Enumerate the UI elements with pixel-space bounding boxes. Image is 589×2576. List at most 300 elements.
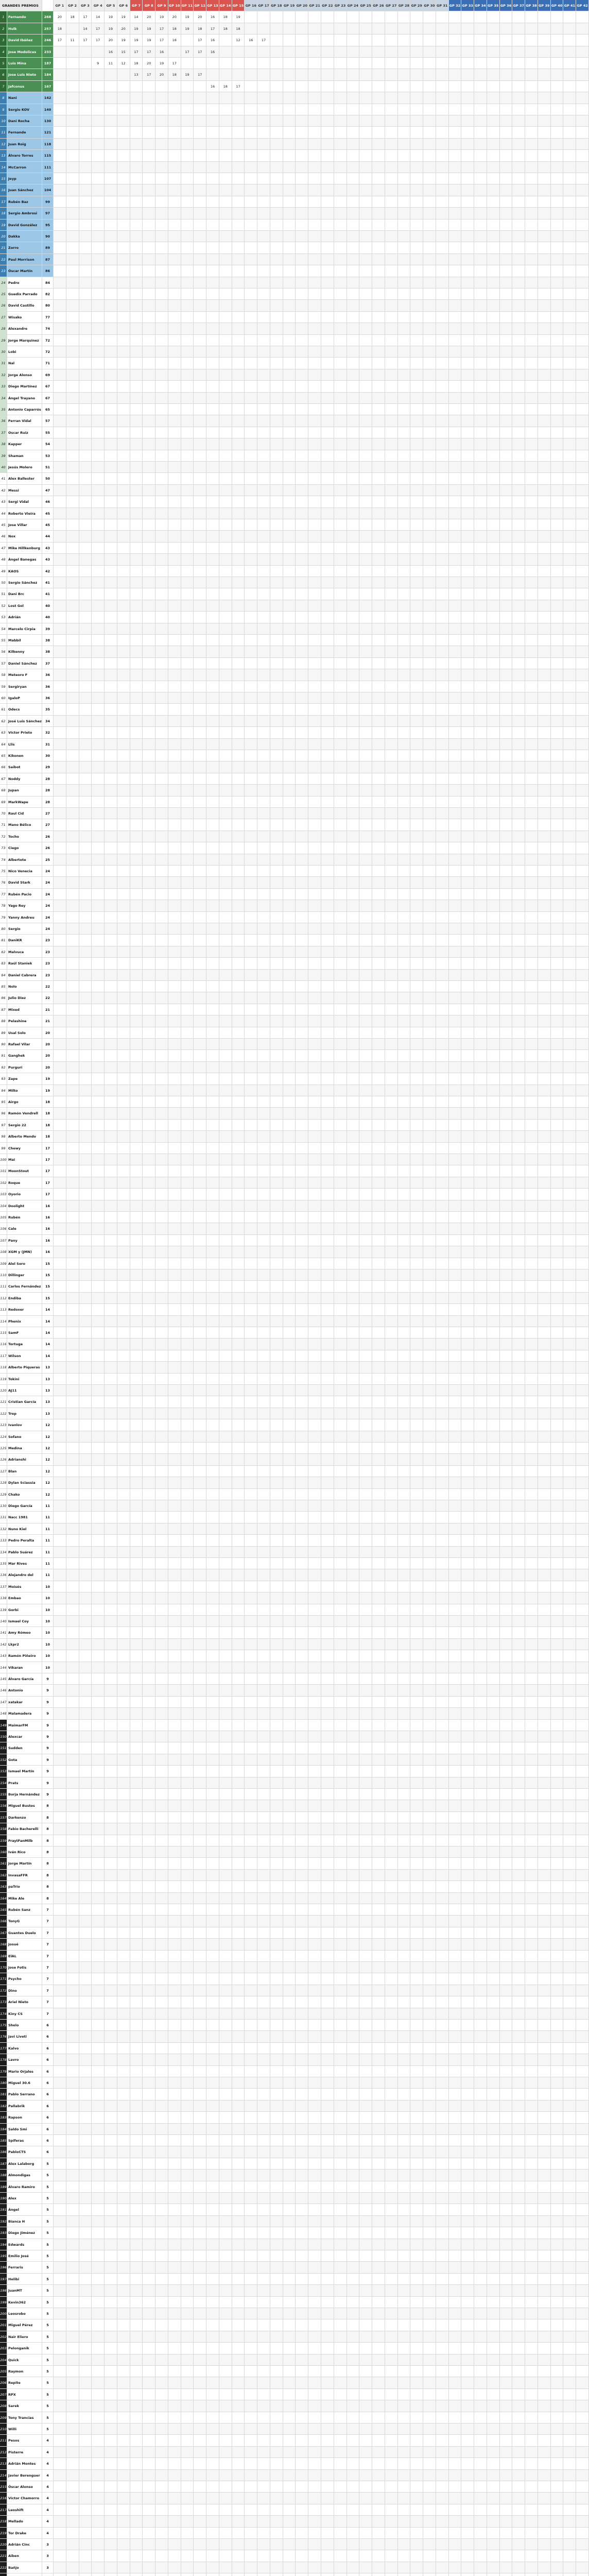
gp-points-cell[interactable] [423,69,436,80]
gp-points-cell[interactable] [576,162,589,173]
gp-points-cell[interactable]: 17 [143,69,155,80]
gp-points-cell[interactable] [385,115,398,127]
gp-points-cell[interactable] [372,11,385,23]
gp-points-cell[interactable] [245,115,257,127]
standings-row[interactable] [0,23,589,35]
gp-points-cell[interactable] [130,139,143,150]
gp-points-cell[interactable] [232,115,245,127]
gp-header-18[interactable]: GP 18 [270,0,283,11]
gp-points-cell[interactable] [525,184,538,196]
gp-points-cell[interactable] [538,127,551,138]
gp-points-cell[interactable] [168,127,181,138]
gp-points-cell[interactable]: 15 [117,46,130,58]
gp-points-cell[interactable] [308,173,321,184]
gp-points-cell[interactable] [283,92,296,104]
gp-points-cell[interactable] [283,115,296,127]
gp-points-cell[interactable] [563,208,576,219]
gp-points-cell[interactable] [79,127,92,138]
gp-points-cell[interactable] [245,139,257,150]
gp-points-cell[interactable]: 12 [117,58,130,69]
gp-points-cell[interactable] [321,150,334,161]
gp-points-cell[interactable] [245,162,257,173]
gp-points-cell[interactable] [130,92,143,104]
gp-points-cell[interactable] [423,162,436,173]
gp-points-cell[interactable] [410,208,423,219]
gp-points-cell[interactable] [245,92,257,104]
gp-points-cell[interactable] [79,139,92,150]
gp-points-cell[interactable] [168,162,181,173]
gp-points-cell[interactable] [181,150,194,161]
gp-points-cell[interactable] [206,173,219,184]
gp-points-cell[interactable] [308,115,321,127]
gp-points-cell[interactable] [474,23,487,35]
gp-points-cell[interactable]: 19 [143,35,155,46]
gp-points-cell[interactable] [54,104,66,115]
gp-points-cell[interactable] [423,150,436,161]
gp-points-cell[interactable] [308,150,321,161]
gp-points-cell[interactable] [143,208,155,219]
gp-points-cell[interactable] [219,46,232,58]
gp-points-cell[interactable] [219,150,232,161]
gp-points-cell[interactable] [245,46,257,58]
gp-points-cell[interactable] [270,196,283,208]
gp-points-cell[interactable] [461,104,474,115]
gp-points-cell[interactable] [194,104,206,115]
gp-points-cell[interactable] [551,208,564,219]
gp-points-cell[interactable] [474,184,487,196]
gp-points-cell[interactable] [347,196,360,208]
gp-points-cell[interactable] [449,139,462,150]
gp-points-cell[interactable] [563,46,576,58]
gp-points-cell[interactable] [398,162,411,173]
gp-points-cell[interactable] [232,173,245,184]
gp-points-cell[interactable] [194,196,206,208]
gp-points-cell[interactable] [500,35,513,46]
gp-points-cell[interactable] [334,58,347,69]
gp-points-cell[interactable] [296,81,308,92]
gp-points-cell[interactable] [487,58,500,69]
gp-points-cell[interactable] [66,92,79,104]
gp-points-cell[interactable] [487,127,500,138]
gp-points-cell[interactable] [321,208,334,219]
gp-points-cell[interactable] [576,127,589,138]
gp-points-cell[interactable] [105,173,117,184]
gp-points-cell[interactable] [500,92,513,104]
gp-points-cell[interactable] [398,11,411,23]
gp-points-cell[interactable] [551,23,564,35]
gp-points-cell[interactable] [219,92,232,104]
gp-points-cell[interactable] [219,104,232,115]
gp-points-cell[interactable] [283,173,296,184]
gp-points-cell[interactable] [181,127,194,138]
gp-points-cell[interactable] [308,196,321,208]
gp-points-cell[interactable] [245,58,257,69]
gp-points-cell[interactable] [92,219,105,231]
gp-points-cell[interactable] [232,92,245,104]
gp-points-cell[interactable] [296,173,308,184]
gp-points-cell[interactable] [181,162,194,173]
gp-points-cell[interactable] [334,173,347,184]
gp-points-cell[interactable]: 19 [155,58,168,69]
gp-points-cell[interactable] [66,127,79,138]
gp-points-cell[interactable] [232,104,245,115]
gp-points-cell[interactable] [155,104,168,115]
gp-points-cell[interactable] [512,184,525,196]
gp-points-cell[interactable] [92,81,105,92]
gp-points-cell[interactable]: 11 [66,35,79,46]
gp-points-cell[interactable] [79,104,92,115]
standings-row[interactable] [0,35,589,46]
gp-points-cell[interactable] [117,139,130,150]
gp-points-cell[interactable] [461,196,474,208]
gp-points-cell[interactable] [117,115,130,127]
gp-points-cell[interactable] [296,104,308,115]
gp-points-cell[interactable] [538,208,551,219]
gp-points-cell[interactable] [512,92,525,104]
gp-points-cell[interactable]: 17 [130,46,143,58]
gp-points-cell[interactable] [500,11,513,23]
gp-points-cell[interactable]: 17 [194,46,206,58]
gp-points-cell[interactable] [321,115,334,127]
gp-points-cell[interactable] [538,69,551,80]
gp-points-cell[interactable] [155,196,168,208]
gp-points-cell[interactable] [92,115,105,127]
gp-points-cell[interactable] [372,69,385,80]
gp-points-cell[interactable]: 16 [245,35,257,46]
gp-points-cell[interactable]: 14 [92,11,105,23]
gp-points-cell[interactable] [206,69,219,80]
gp-points-cell[interactable] [308,81,321,92]
gp-points-cell[interactable] [283,69,296,80]
gp-points-cell[interactable] [232,69,245,80]
gp-points-cell[interactable] [449,81,462,92]
gp-points-cell[interactable] [487,81,500,92]
gp-header-19[interactable]: GP 19 [283,0,296,11]
gp-points-cell[interactable]: 12 [232,35,245,46]
gp-points-cell[interactable] [410,81,423,92]
gp-points-cell[interactable] [321,173,334,184]
gp-points-cell[interactable] [398,81,411,92]
gp-points-cell[interactable] [372,81,385,92]
gp-points-cell[interactable] [245,11,257,23]
gp-points-cell[interactable] [181,139,194,150]
gp-points-cell[interactable] [500,173,513,184]
gp-points-cell[interactable] [359,11,372,23]
gp-points-cell[interactable] [474,58,487,69]
gp-points-cell[interactable] [321,127,334,138]
gp-points-cell[interactable] [512,23,525,35]
gp-points-cell[interactable] [232,58,245,69]
gp-header-31[interactable]: GP 31 [436,0,449,11]
gp-header-10[interactable]: GP 10 [168,0,181,11]
gp-points-cell[interactable]: 14 [130,11,143,23]
gp-points-cell[interactable]: 19 [181,69,194,80]
gp-points-cell[interactable] [551,92,564,104]
gp-points-cell[interactable] [219,115,232,127]
gp-points-cell[interactable] [105,92,117,104]
gp-points-cell[interactable] [168,150,181,161]
gp-points-cell[interactable]: 17 [194,35,206,46]
gp-points-cell[interactable] [359,127,372,138]
gp-points-cell[interactable] [576,81,589,92]
gp-points-cell[interactable] [79,150,92,161]
gp-points-cell[interactable] [270,127,283,138]
gp-points-cell[interactable] [334,23,347,35]
gp-points-cell[interactable] [461,69,474,80]
gp-points-cell[interactable] [117,208,130,219]
gp-header-8[interactable]: GP 8 [143,0,155,11]
gp-points-cell[interactable] [538,150,551,161]
gp-points-cell[interactable] [563,196,576,208]
gp-points-cell[interactable] [487,139,500,150]
gp-points-cell[interactable] [474,208,487,219]
gp-points-cell[interactable] [525,115,538,127]
gp-points-cell[interactable] [321,139,334,150]
gp-header-38[interactable]: GP 38 [525,0,538,11]
standings-row[interactable] [0,162,589,173]
gp-points-cell[interactable] [436,92,449,104]
gp-points-cell[interactable] [372,173,385,184]
gp-points-cell[interactable] [449,92,462,104]
standings-row[interactable] [0,173,589,184]
gp-points-cell[interactable] [551,150,564,161]
gp-points-cell[interactable] [461,58,474,69]
gp-points-cell[interactable] [474,104,487,115]
gp-points-cell[interactable] [500,162,513,173]
gp-points-cell[interactable] [461,139,474,150]
gp-header-2[interactable]: GP 2 [66,0,79,11]
gp-points-cell[interactable] [334,150,347,161]
gp-points-cell[interactable] [54,69,66,80]
gp-points-cell[interactable] [436,184,449,196]
standings-row[interactable] [0,92,589,104]
gp-points-cell[interactable]: 13 [130,69,143,80]
gp-points-cell[interactable] [474,150,487,161]
gp-points-cell[interactable] [105,196,117,208]
gp-points-cell[interactable] [436,208,449,219]
gp-points-cell[interactable] [321,104,334,115]
gp-points-cell[interactable] [347,184,360,196]
gp-points-cell[interactable] [283,58,296,69]
gp-points-cell[interactable] [512,162,525,173]
gp-points-cell[interactable] [105,184,117,196]
gp-points-cell[interactable] [308,46,321,58]
gp-points-cell[interactable] [334,46,347,58]
gp-points-cell[interactable] [130,104,143,115]
gp-points-cell[interactable] [487,162,500,173]
gp-points-cell[interactable] [270,92,283,104]
gp-points-cell[interactable] [436,115,449,127]
gp-points-cell[interactable]: 20 [194,11,206,23]
gp-points-cell[interactable] [130,184,143,196]
gp-points-cell[interactable]: 19 [232,11,245,23]
gp-points-cell[interactable] [181,92,194,104]
gp-points-cell[interactable] [563,11,576,23]
gp-header-40[interactable]: GP 40 [551,0,564,11]
gp-points-cell[interactable] [576,69,589,80]
gp-points-cell[interactable] [347,208,360,219]
gp-points-cell[interactable] [436,127,449,138]
gp-points-cell[interactable] [410,23,423,35]
gp-points-cell[interactable] [538,23,551,35]
gp-points-cell[interactable] [525,11,538,23]
gp-points-cell[interactable]: 16 [206,46,219,58]
gp-points-cell[interactable] [538,162,551,173]
gp-points-cell[interactable] [474,173,487,184]
gp-points-cell[interactable]: 17 [206,23,219,35]
gp-points-cell[interactable] [347,150,360,161]
gp-points-cell[interactable] [551,162,564,173]
gp-points-cell[interactable] [257,11,270,23]
gp-points-cell[interactable] [143,184,155,196]
gp-points-cell[interactable] [500,196,513,208]
gp-points-cell[interactable] [54,150,66,161]
gp-points-cell[interactable] [334,196,347,208]
gp-points-cell[interactable] [449,208,462,219]
gp-points-cell[interactable] [130,81,143,92]
gp-points-cell[interactable] [283,35,296,46]
gp-points-cell[interactable] [525,35,538,46]
gp-points-cell[interactable] [219,35,232,46]
gp-points-cell[interactable] [525,92,538,104]
gp-points-cell[interactable] [410,162,423,173]
gp-points-cell[interactable] [283,184,296,196]
gp-points-cell[interactable] [449,173,462,184]
gp-points-cell[interactable] [410,35,423,46]
gp-points-cell[interactable] [130,115,143,127]
gp-header-30[interactable]: GP 30 [423,0,436,11]
gp-points-cell[interactable] [563,92,576,104]
gp-points-cell[interactable] [206,162,219,173]
gp-points-cell[interactable] [257,150,270,161]
gp-points-cell[interactable] [436,196,449,208]
gp-points-cell[interactable] [436,104,449,115]
gp-points-cell[interactable]: 11 [105,58,117,69]
standings-row[interactable] [0,81,589,92]
gp-points-cell[interactable] [308,162,321,173]
gp-points-cell[interactable] [219,127,232,138]
gp-points-cell[interactable]: 19 [105,11,117,23]
gp-points-cell[interactable] [168,115,181,127]
gp-points-cell[interactable] [487,11,500,23]
gp-points-cell[interactable] [270,184,283,196]
gp-points-cell[interactable] [181,115,194,127]
gp-points-cell[interactable] [347,127,360,138]
gp-points-cell[interactable] [257,46,270,58]
standings-row[interactable] [0,208,589,219]
gp-points-cell[interactable] [359,173,372,184]
gp-points-cell[interactable] [474,69,487,80]
gp-points-cell[interactable] [321,58,334,69]
gp-points-cell[interactable] [500,104,513,115]
gp-points-cell[interactable]: 20 [168,11,181,23]
gp-points-cell[interactable] [347,69,360,80]
gp-points-cell[interactable]: 20 [143,11,155,23]
gp-points-cell[interactable] [449,196,462,208]
gp-points-cell[interactable] [54,184,66,196]
gp-points-cell[interactable] [449,162,462,173]
gp-points-cell[interactable] [525,81,538,92]
gp-points-cell[interactable] [512,11,525,23]
gp-points-cell[interactable] [410,127,423,138]
gp-points-cell[interactable] [168,104,181,115]
gp-points-cell[interactable]: 18 [168,69,181,80]
gp-points-cell[interactable] [512,127,525,138]
gp-points-cell[interactable] [525,23,538,35]
gp-points-cell[interactable] [385,46,398,58]
gp-points-cell[interactable] [296,92,308,104]
gp-points-cell[interactable] [461,35,474,46]
gp-points-cell[interactable] [270,58,283,69]
gp-points-cell[interactable] [551,184,564,196]
gp-points-cell[interactable]: 18 [130,58,143,69]
gp-points-cell[interactable] [372,139,385,150]
gp-points-cell[interactable] [538,46,551,58]
gp-points-cell[interactable] [181,81,194,92]
gp-points-cell[interactable] [436,150,449,161]
gp-points-cell[interactable]: 17 [155,35,168,46]
gp-points-cell[interactable] [538,92,551,104]
gp-header-26[interactable]: GP 26 [372,0,385,11]
gp-points-cell[interactable] [423,81,436,92]
gp-points-cell[interactable]: 18 [194,23,206,35]
gp-points-cell[interactable]: 20 [143,58,155,69]
gp-points-cell[interactable]: 18 [219,81,232,92]
gp-points-cell[interactable] [436,58,449,69]
gp-header-14[interactable]: GP 14 [219,0,232,11]
gp-points-cell[interactable] [54,219,66,231]
gp-points-cell[interactable] [334,115,347,127]
gp-points-cell[interactable] [347,115,360,127]
gp-points-cell[interactable] [347,173,360,184]
standings-row[interactable] [0,127,589,138]
gp-points-cell[interactable] [283,81,296,92]
gp-points-cell[interactable] [283,162,296,173]
gp-points-cell[interactable] [500,23,513,35]
gp-points-cell[interactable] [461,127,474,138]
gp-points-cell[interactable] [143,92,155,104]
gp-points-cell[interactable] [576,139,589,150]
gp-points-cell[interactable] [563,127,576,138]
gp-points-cell[interactable] [398,139,411,150]
gp-points-cell[interactable]: 19 [155,11,168,23]
gp-points-cell[interactable] [66,115,79,127]
gp-points-cell[interactable] [79,92,92,104]
gp-points-cell[interactable]: 17 [143,46,155,58]
gp-points-cell[interactable] [105,69,117,80]
gp-points-cell[interactable] [206,104,219,115]
gp-points-cell[interactable] [296,139,308,150]
gp-points-cell[interactable] [283,127,296,138]
gp-points-cell[interactable] [232,196,245,208]
gp-points-cell[interactable] [321,11,334,23]
gp-points-cell[interactable] [245,184,257,196]
gp-points-cell[interactable] [270,173,283,184]
gp-points-cell[interactable] [359,81,372,92]
gp-points-cell[interactable] [436,81,449,92]
gp-points-cell[interactable] [436,46,449,58]
gp-points-cell[interactable] [512,196,525,208]
gp-points-cell[interactable] [296,127,308,138]
gp-points-cell[interactable] [283,196,296,208]
gp-points-cell[interactable] [168,208,181,219]
gp-points-cell[interactable] [79,208,92,219]
gp-points-cell[interactable] [334,104,347,115]
gp-points-cell[interactable] [92,46,105,58]
gp-points-cell[interactable] [321,23,334,35]
gp-points-cell[interactable] [576,184,589,196]
gp-points-cell[interactable]: 18 [219,23,232,35]
